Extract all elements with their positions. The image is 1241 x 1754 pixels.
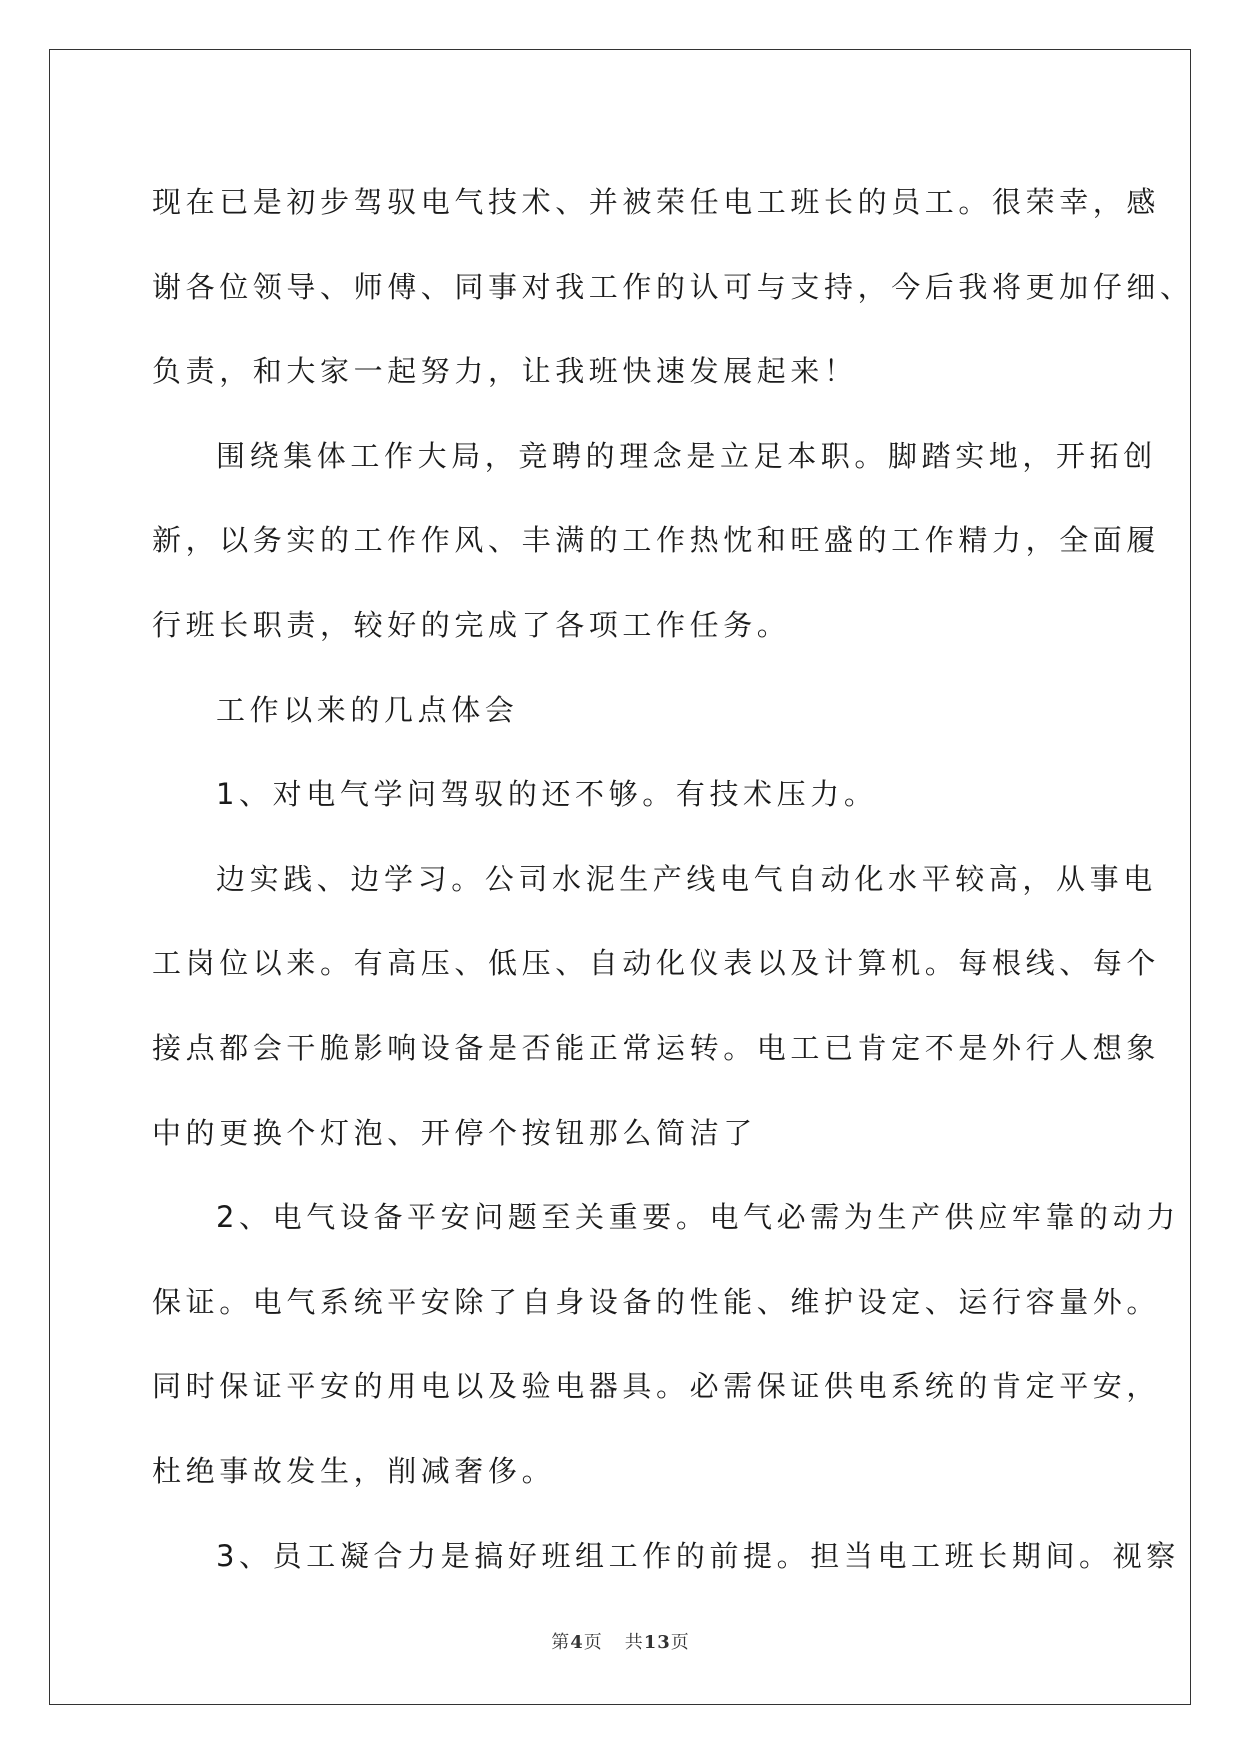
page-number: 4 <box>570 1632 584 1653</box>
text-line: 3、员工凝合力是搞好班组工作的前提。担当电工班长期间。视察 <box>216 1538 1180 1573</box>
footer-total-prefix: 共 <box>624 1632 644 1653</box>
text-line: 2、电气设备平安问题至关重要。电气必需为生产供应牢靠的动力 <box>216 1200 1180 1235</box>
text-line: 保证。电气系统平安除了自身设备的性能、维护设定、运行容量外。 <box>152 1284 1161 1319</box>
text-line: 行班长职责，较好的完成了各项工作任务。 <box>152 607 791 642</box>
text-line: 工岗位以来。有高压、低压、自动化仪表以及计算机。每根线、每个 <box>152 946 1161 981</box>
text-line: 同时保证平安的用电以及验电器具。必需保证供电系统的肯定平安， <box>152 1369 1161 1404</box>
footer-total-suffix: 页 <box>670 1632 690 1653</box>
section-heading: 工作以来的几点体会 <box>216 692 519 727</box>
text-line: 负责，和大家一起努力，让我班快速发展起来！ <box>152 354 858 389</box>
text-line: 谢各位领导、师傅、同事对我工作的认可与支持，今后我将更加仔细、 <box>152 269 1194 304</box>
page-footer <box>0 1628 1241 1654</box>
document-body <box>152 160 1194 1598</box>
text-line: 中的更换个灯泡、开停个按钮那么简洁了 <box>152 1115 757 1150</box>
text-line: 接点都会干脆影响设备是否能正常运转。电工已肯定不是外行人想象 <box>152 1030 1161 1065</box>
text-line: 杜绝事故发生，削减奢侈。 <box>152 1453 556 1488</box>
text-line: 现在已是初步驾驭电气技术、并被荣任电工班长的员工。很荣幸，感 <box>152 185 1161 219</box>
text-line: 新，以务实的工作作风、丰满的工作热忱和旺盛的工作精力，全面履 <box>152 523 1161 558</box>
text-line: 围绕集体工作大局，竞聘的理念是立足本职。脚踏实地，开拓创 <box>216 438 1157 473</box>
footer-page-suffix: 页 <box>583 1632 603 1653</box>
footer-prefix: 第 <box>551 1632 571 1653</box>
total-pages: 13 <box>643 1632 671 1653</box>
text-line: 1、对电气学问驾驭的还不够。有技术压力。 <box>216 777 878 812</box>
text-line: 边实践、边学习。公司水泥生产线电气自动化水平较高，从事电 <box>216 861 1157 896</box>
